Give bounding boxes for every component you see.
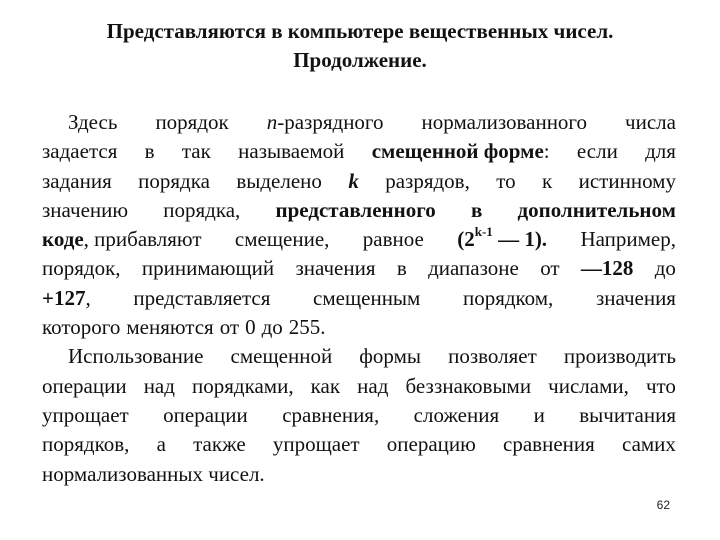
word: задания bbox=[42, 168, 112, 193]
word: порядка bbox=[138, 168, 210, 193]
word: Здесь bbox=[68, 110, 118, 134]
word: к bbox=[542, 168, 553, 193]
word: если bbox=[576, 139, 618, 164]
word: представляется bbox=[133, 285, 271, 310]
p2-line-4 bbox=[42, 430, 676, 459]
word: производить bbox=[563, 344, 676, 369]
word: 255. bbox=[288, 315, 326, 340]
slide-title bbox=[40, 17, 680, 75]
formula-tail: — 1). bbox=[492, 227, 548, 252]
word: для bbox=[645, 139, 676, 164]
bold-number: +127 bbox=[42, 285, 86, 310]
word bbox=[372, 137, 550, 166]
italic-n: n bbox=[266, 110, 278, 134]
word: принимающий bbox=[141, 256, 275, 281]
page-number: 62 bbox=[656, 498, 670, 512]
word: что bbox=[645, 373, 676, 398]
word: позволяет bbox=[448, 344, 537, 369]
word: до bbox=[261, 315, 283, 340]
word bbox=[267, 108, 384, 137]
word: смещенной bbox=[230, 344, 333, 369]
p1-line-8 bbox=[42, 313, 676, 342]
p1-line-7 bbox=[42, 284, 676, 313]
word: порядок bbox=[155, 110, 229, 134]
word: а bbox=[156, 432, 166, 457]
word: называемой bbox=[238, 139, 345, 164]
title-line-2: Продолжение. bbox=[293, 48, 427, 72]
word: формы bbox=[359, 344, 421, 369]
word: которого bbox=[42, 315, 121, 340]
word: в bbox=[396, 256, 407, 281]
word: меняются bbox=[126, 315, 214, 340]
word: равное bbox=[362, 227, 424, 252]
body-text bbox=[42, 108, 676, 489]
word: значения bbox=[295, 256, 376, 281]
word: также bbox=[193, 432, 246, 457]
word: в bbox=[144, 139, 155, 164]
bold-word-code: коде bbox=[42, 227, 84, 252]
word: диапазоне bbox=[428, 256, 519, 281]
word: так bbox=[181, 139, 211, 164]
bold-word: в bbox=[470, 197, 483, 222]
word: выделено bbox=[236, 168, 322, 193]
word: над bbox=[357, 373, 389, 398]
word: порядка, bbox=[163, 197, 241, 222]
word: операции bbox=[163, 402, 248, 427]
p1-line-1 bbox=[42, 108, 676, 137]
word: задается bbox=[42, 139, 118, 164]
word bbox=[42, 225, 202, 254]
word: сложения bbox=[413, 402, 500, 427]
word: сравнения, bbox=[282, 402, 380, 427]
word-suffix: -разрядного bbox=[277, 110, 384, 134]
word: и bbox=[533, 402, 545, 427]
title-line-1: Представляются в компьютере вещественных чисел. bbox=[106, 19, 614, 43]
p1-line-5 bbox=[42, 225, 676, 254]
p2-line-5 bbox=[42, 460, 676, 489]
formula-base: (2 bbox=[457, 227, 475, 252]
word: над bbox=[143, 373, 175, 398]
p2-line-2 bbox=[42, 372, 676, 401]
word: порядком, bbox=[462, 285, 554, 310]
word: операции bbox=[42, 373, 127, 398]
p1-line-3 bbox=[42, 167, 676, 196]
formula-exponent: k-1 bbox=[474, 224, 493, 240]
word bbox=[42, 284, 91, 313]
word: , прибавляют bbox=[83, 227, 202, 252]
bold-number: —128 bbox=[580, 256, 634, 281]
word: нормализованного bbox=[421, 110, 588, 134]
word: истинному bbox=[578, 168, 676, 193]
offset-formula bbox=[457, 225, 547, 254]
word: упрощает bbox=[42, 402, 129, 427]
word: сравнения bbox=[503, 432, 595, 457]
word: числами, bbox=[548, 373, 629, 398]
word: вычитания bbox=[579, 402, 676, 427]
word: 0 bbox=[245, 315, 256, 340]
colon: : bbox=[543, 139, 550, 164]
word: то bbox=[496, 168, 516, 193]
comma: , bbox=[85, 285, 91, 310]
word: беззнаковыми bbox=[405, 373, 532, 398]
word: от bbox=[219, 315, 240, 340]
bold-word: дополнительном bbox=[517, 197, 676, 222]
p2-line-1 bbox=[42, 342, 676, 371]
word: порядок, bbox=[42, 256, 121, 281]
word: операцию bbox=[386, 432, 476, 457]
word: порядками, bbox=[192, 373, 294, 398]
p2-line-3 bbox=[42, 401, 676, 430]
word: Например, bbox=[580, 227, 676, 252]
word: от bbox=[540, 256, 560, 281]
word: смещение, bbox=[234, 227, 330, 252]
bold-term-shifted-form: смещенной форме bbox=[371, 139, 544, 164]
p1-line-2 bbox=[42, 137, 676, 166]
line-text: нормализованных чисел. bbox=[42, 461, 265, 486]
word: Использование bbox=[68, 344, 204, 369]
word: упрощает bbox=[272, 432, 360, 457]
word: как bbox=[310, 373, 341, 398]
bold-italic-k: k bbox=[348, 168, 359, 193]
word: разрядов, bbox=[385, 168, 470, 193]
p1-line-6 bbox=[42, 254, 676, 283]
bold-word: представленного bbox=[275, 197, 436, 222]
word: значения bbox=[595, 285, 676, 310]
word: значению bbox=[42, 197, 129, 222]
word: числа bbox=[625, 110, 676, 134]
p1-line-4 bbox=[42, 196, 676, 225]
word: до bbox=[654, 256, 676, 281]
word: самих bbox=[622, 432, 676, 457]
word: порядков, bbox=[42, 432, 130, 457]
word: смещенным bbox=[313, 285, 421, 310]
